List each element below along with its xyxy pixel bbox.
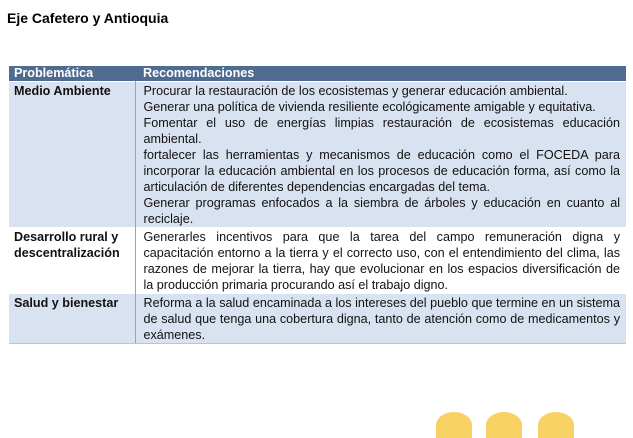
table-header-row (9, 66, 626, 82)
recommendation-text: Generar una política de vivienda resiliente ecológicamente amigable y equitativa. (143, 100, 596, 114)
recommendation-text: Reforma a la salud encaminada a los intereses del pueblo que termine en un sistema de salud que tenga una cobertura digna, tanto de atención como de medicamentos y exámenes. (143, 296, 620, 342)
row-category: Medio Ambiente (9, 82, 135, 228)
recommendation-text: Procurar la restauración de los ecosistemas y generar educación ambiental. (143, 84, 568, 98)
table-row (9, 82, 626, 228)
recommendation-text: Generarles incentivos para que la tarea del campo remuneración digna y capacitación entorno a la tierra y el correcto uso, con el entendimiento del clima, las razones de mejorar la tierra, hay que evolucionar en los espacios diversificación de la producción primaria procurando así el trabajo digno. (143, 230, 620, 292)
recommendation-text: Generar programas enfocados a la siembra de árboles y educación en cuanto al reciclaje. (143, 196, 620, 226)
recommendation-text: Fomentar el uso de energías limpias restauración de ecosistemas educación ambiental. (143, 116, 620, 146)
row-recommendations (135, 82, 626, 228)
decorative-shape (436, 412, 472, 438)
table-row (9, 294, 626, 344)
decorative-shape (538, 412, 574, 438)
header-recomendaciones: Recomendaciones (135, 66, 626, 82)
row-recommendations (135, 294, 626, 344)
row-recommendations (135, 228, 626, 294)
page-title: Eje Cafetero y Antioquia (7, 10, 169, 26)
row-category: Salud y bienestar (9, 294, 135, 344)
row-category: Desarrollo rural y descentralización (9, 228, 135, 294)
decorative-shape (486, 412, 522, 438)
recommendation-text: fortalecer las herramientas y mecanismos de educación como el FOCEDA para incorporar la educación ambiental en los procesos de educación forma, así como la articulación de diferentes dependencias encargadas del tema. (143, 148, 620, 194)
header-problematica: Problemática (9, 66, 135, 82)
recommendations-table (9, 66, 626, 344)
table-row (9, 228, 626, 294)
